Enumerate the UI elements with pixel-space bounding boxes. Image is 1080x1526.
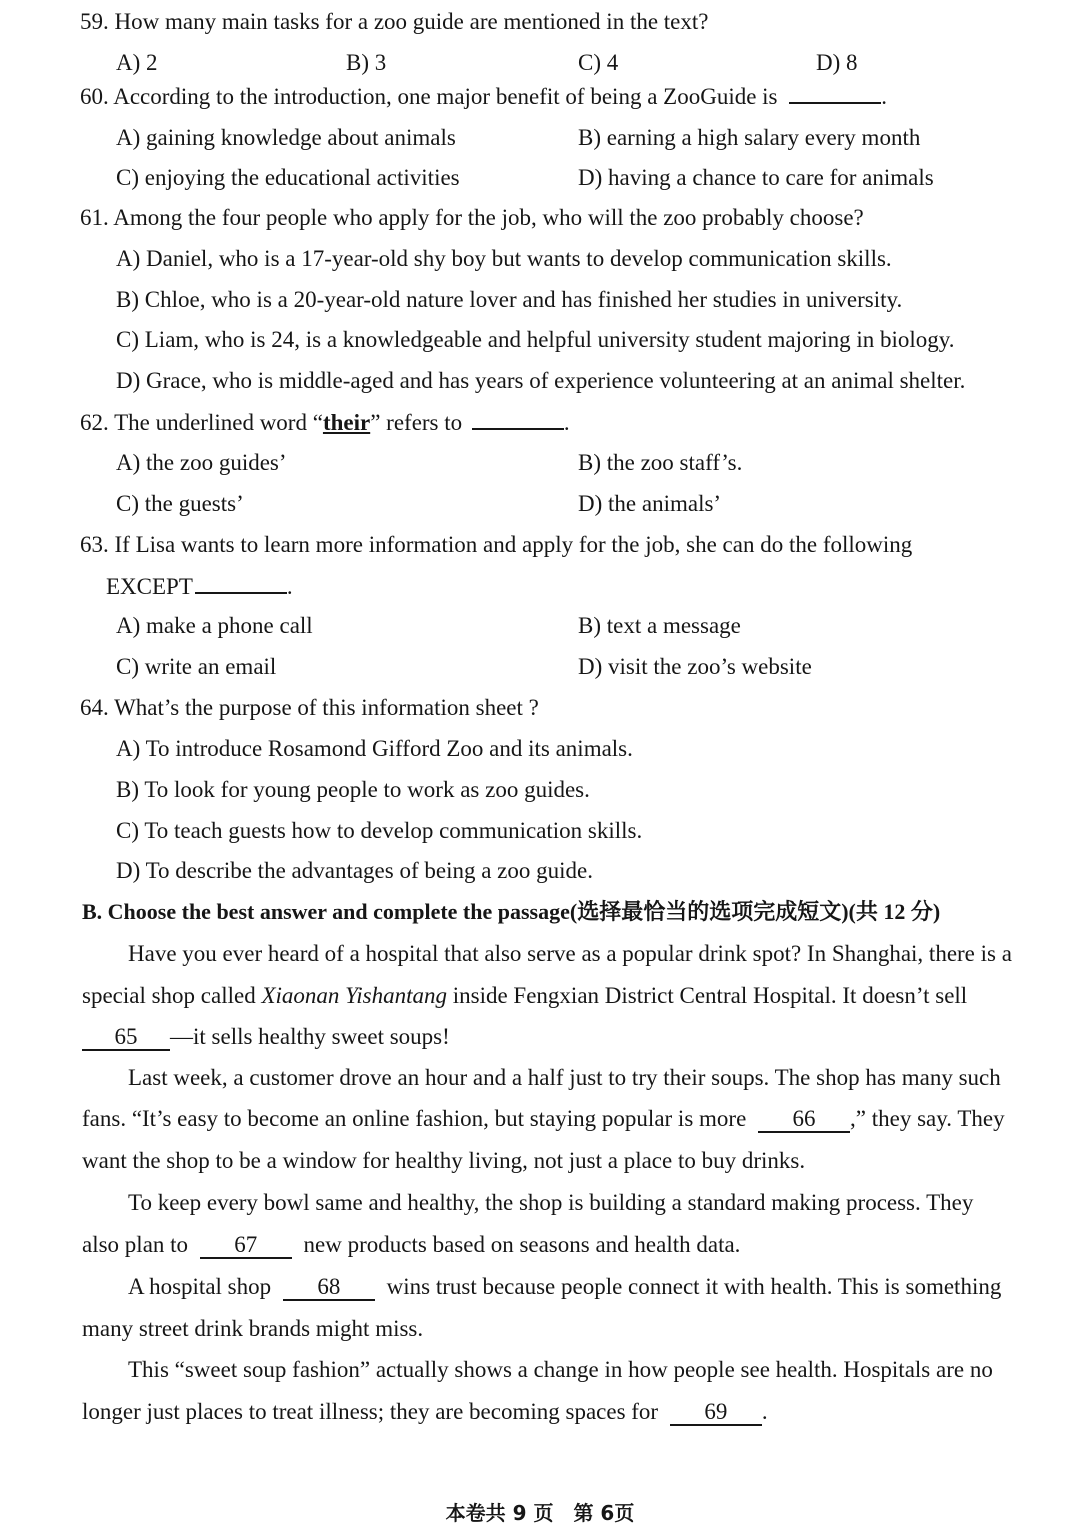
q61-option-b: B) Chloe, who is a 20-year-old nature lover and has finished her studies in university.: [116, 287, 903, 312]
q59-option-b: B) 3: [346, 50, 387, 75]
q60-option-d: D) having a chance to care for animals: [578, 165, 934, 190]
blank-68: 68: [283, 1275, 375, 1301]
passage-p5-line2: [82, 1398, 768, 1426]
passage-text: special shop called: [82, 983, 262, 1008]
passage-p3-line1: To keep every bowl same and healthy, the shop is building a standard making process. They: [128, 1190, 974, 1215]
q63-option-b: B) text a message: [578, 613, 741, 638]
q60-option-b: B) earning a high salary every month: [578, 125, 921, 150]
q64-option-b: B) To look for young people to work as zoo guides.: [116, 777, 590, 802]
passage-p1-line2: [82, 982, 967, 1010]
question-63-stem: 63. If Lisa wants to learn more information and apply for the job, she can do the following: [80, 532, 913, 557]
question-63-stem-except: EXCEPT .: [106, 574, 293, 599]
q63-option-d: D) visit the zoo’s website: [578, 654, 812, 679]
q61-option-d: D) Grace, who is middle-aged and has years of experience volunteering at an animal shelter.: [116, 368, 966, 393]
blank-66: 66: [758, 1107, 850, 1133]
blank-69: 69: [670, 1400, 762, 1426]
q61-option-a: A) Daniel, who is a 17-year-old shy boy but wants to develop communication skills.: [116, 246, 892, 271]
question-62-stem-end: ” refers to: [370, 410, 463, 435]
passage-text: new products based on seasons and health data.: [303, 1232, 741, 1257]
passage-p4-line2: many street drink brands might miss.: [82, 1316, 424, 1341]
q64-option-a: A) To introduce Rosamond Gifford Zoo and its animals.: [116, 736, 633, 761]
passage-text: .: [761, 1399, 768, 1424]
answer-blank: [472, 408, 564, 430]
except-word: EXCEPT: [106, 574, 193, 599]
passage-text: —it sells healthy sweet soups!: [170, 1024, 450, 1049]
q59-option-d: D) 8: [816, 50, 858, 75]
passage-text: wins trust because people connect it with health. This is something: [386, 1274, 1002, 1299]
underlined-word: their: [322, 410, 371, 435]
blank-67: 67: [200, 1233, 292, 1259]
passage-p4-line1: [128, 1273, 1001, 1301]
question-59-stem: 59. How many main tasks for a zoo guide are mentioned in the text?: [80, 9, 709, 34]
q64-option-c: C) To teach guests how to develop communication skills.: [116, 818, 643, 843]
passage-text: inside Fengxian District Central Hospital. It doesn’t sell: [446, 983, 968, 1008]
q59-option-a: A) 2: [116, 50, 158, 75]
q62-option-c: C) the guests’: [116, 491, 244, 516]
q62-option-d: D) the animals’: [578, 491, 722, 516]
passage-text: longer just places to treat illness; they are becoming spaces for: [82, 1399, 659, 1424]
q61-option-c: C) Liam, who is 24, is a knowledgeable and helpful university student majoring in biology.: [116, 327, 955, 352]
passage-p2-line3: want the shop to be a window for healthy living, not just a place to buy drinks.: [82, 1148, 806, 1173]
answer-blank: [789, 82, 881, 104]
passage-p3-line2: [82, 1231, 740, 1259]
passage-text: fans. “It’s easy to become an online fashion, but staying popular is more: [82, 1106, 747, 1131]
question-62-stem-start: 62. The underlined word “: [80, 410, 323, 435]
passage-p1-line3: [82, 1023, 450, 1051]
q64-option-d: D) To describe the advantages of being a zoo guide.: [116, 858, 593, 883]
passage-p2-line1: Last week, a customer drove an hour and a half just to try their soups. The shop has many such: [128, 1065, 1001, 1090]
passage-p5-line1: This “sweet soup fashion” actually shows a change in how people see health. Hospitals are no: [128, 1357, 993, 1382]
q59-option-c: C) 4: [578, 50, 619, 75]
question-64-stem: 64. What’s the purpose of this information sheet ?: [80, 695, 539, 720]
passage-text: ,” they say. They: [850, 1106, 1005, 1131]
passage-text: also plan to: [82, 1232, 189, 1257]
section-b-heading: B. Choose the best answer and complete the passage(选择最恰当的选项完成短文)(共 12 分): [82, 899, 941, 924]
q63-option-a: A) make a phone call: [116, 613, 313, 638]
q63-option-c: C) write an email: [116, 654, 277, 679]
question-60-stem: 60. According to the introduction, one major benefit of being a ZooGuide is: [80, 84, 778, 109]
shop-name: Xiaonan Yishantang: [261, 983, 447, 1008]
question-60: 60. According to the introduction, one major benefit of being a ZooGuide is .: [80, 84, 888, 109]
blank-65: 65: [82, 1025, 170, 1051]
question-62: 62. The underlined word “their” refers to .: [80, 410, 570, 435]
passage-text: A hospital shop: [128, 1274, 272, 1299]
q60-option-a: A) gaining knowledge about animals: [116, 125, 456, 150]
page-footer: 本卷共 9 页 第 6页: [445, 1501, 635, 1525]
passage-p1-line1: Have you ever heard of a hospital that also serve as a popular drink spot? In Shanghai, there is a: [128, 941, 1012, 966]
passage-p2-line2: [82, 1105, 1005, 1133]
q60-option-c: C) enjoying the educational activities: [116, 165, 460, 190]
q62-option-a: A) the zoo guides’: [116, 450, 287, 475]
answer-blank: [195, 572, 287, 594]
q62-option-b: B) the zoo staff’s.: [578, 450, 743, 475]
question-61-stem: 61. Among the four people who apply for the job, who will the zoo probably choose?: [80, 205, 864, 230]
